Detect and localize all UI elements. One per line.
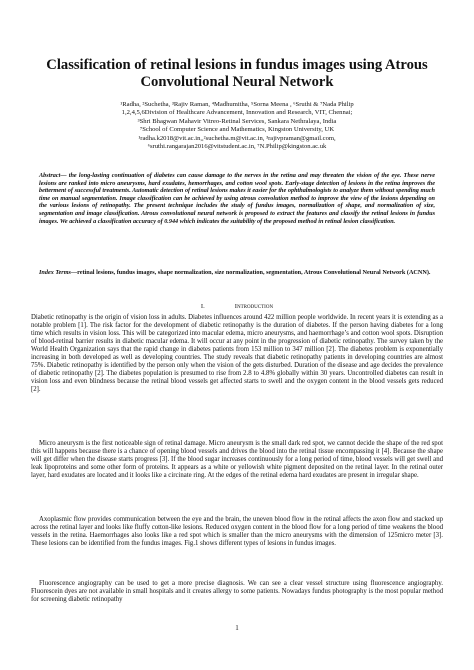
body-paragraph: Fluorescence angiography can be used to get a more precise diagnosis. We can see a clear vessel structure using fluorescence angiography. Fluorescein dyes are not available in small hospitals and it creates allergy to some patients. Nowadays fundus photography is the most popular method for screening diabetic retinopathy (31, 580, 443, 603)
index-terms-text: —retinal lesions, fundus images, shape normalization, size normalization, segmentation, Atrous Convolutional Neural Network (ACNN). (70, 269, 431, 276)
abstract: Abstract— the long-lasting continuation of diabetes can cause damage to the nerves in the retina and may threaten the vision of the eye. These nerve lesions are ranked into micro aneurysms, hard exudates, hemorrhages, and cotton wool spots. Early-stage detection of lesions in the retina improves the betterment of successful treatments. Automatic detection of retinal lesions makes it easier for the ophthalmologists to analyze them without spending much time on manual segmentation. Image classification can be achieved by using atrous convolution method to improve the view of the lesions depending on the various lesions of retinopathy. The present technique includes the study of fundus images, normalization of shape, and normalization of size, segmentation and image classification. Atrous convolutional neural network is proposed to extract the features and classify the retinal lesions in fundus images. We achieved a classification accuracy of 0.944 which indicates the suitability of the proposed method in retinal lesion classification. (39, 172, 435, 225)
author-emails-2: ⁶sruthi.rangarajan2016@vitstudent.ac.in, ⁷N.Philip@kingston.ac.uk (147, 143, 327, 151)
body-paragraph: Micro aneurysm is the first noticeable sign of retinal damage. Micro aneurysm is the small dark red spot, we cannot decide the shape of the red spot this will happens because there is a chance of opening blood vessels and drives the blood into the retinal tissue encompassing it [4]. Because the shape will get differ when the disease starts progress [3]. If the blood sugar increases continuously for a long period of time, blood vessels will get swell and leak lipoproteins and some other form of proteins. It appears as a white or yellowish white pigment deposited on the retinal layer. In the retinal outer layer, hard exudates are located and it looks like a circinate ring. At the edges of the retinal edema hard exudates are present in irregular shape. (31, 440, 443, 479)
page-number: 1 (235, 624, 239, 632)
body-paragraph: Diabetic retinopathy is the origin of vision loss in adults. Diabetes influences around 422 million people worldwide. In recent years it is extending as a notable problem [1]. The risk factor for the development of diabetic retinopathy is the duration of diabetes. If the person having diabetes for a long time which results in vision loss. This will be categorized into macular edema, micro aneurysms, and haemorrhage’s and cotton wool spots. Disruption of blood-retinal barrier results in diabetic macular edema. It will occur at any point in the progression of diabetic retinopathy. The survey taken by the World Health Organization says that the rapid change in diabetes patients from 153 million to 347 million [2]. The diabetes problem is exponentially increasing in both developed as well as developing countries. The study reveals that diabetic retinopathy patients in developing countries are almost 75%. Diabetic retinopathy is identified by the person only when the vision of the gets disturbed. Duration of the disease and age decides the prevalence of diabetic retinopathy [2]. The diabetes population is presumed to rise from 2.8 to 4.8% globally within 30 years. Uncontrolled diabetes can result in vision loss and even blindness because the retinal blood vessels get affected starts to swell and the oxygen content in the blood vessels gets reduced [2]. (31, 314, 443, 393)
section-title: Introduction (234, 303, 274, 310)
paper-title: Classification of retinal lesions in fundus images using Atrous Convolutional Neural Network (46, 57, 428, 90)
section-number: I. (200, 303, 205, 310)
author-emails-1: ¹radha.k2018@vit.ac.in,,²suchetha.m@vit.ac.in, ³rajivpraman@gmail.com, (138, 134, 336, 142)
index-terms (39, 269, 435, 277)
author-names: ¹Radha, ²Suchetha, ³Rajiv Raman, ⁴Madhumitha, ⁵Sorna Meena , ⁶Sruthi & ⁷Nada Philip (120, 101, 354, 108)
affiliation-kingston: ⁷School of Computer Science and Mathematics, Kingston University, UK (139, 126, 335, 134)
index-terms-lead: Index Terms (39, 269, 71, 276)
affiliation-sankara: ³Shri Bhagwan Mahavir Vitreo-Retinal Services, Sankara Nethralaya, India (137, 117, 337, 125)
body-paragraph: Axoplasmic flow provides communication between the eye and the brain, the uneven blood flow in the retinal affects the axon flow and stacked up across the retinal layer and looks like fluffy cotton-like lesions. Reduced oxygen content in the blood flow for a long period of time weakens the blood vessels in the retina. Haemorrhages also looks like a red spot which is smaller than the micro aneurysms with the dimension of 125micro meter [3]. These lesions can be identified from the fundus images. Fig.1 shows different types of lesions in fundus images. (31, 516, 443, 547)
author-block (31, 101, 443, 151)
affiliation-vit: 1,2,4,5,6Division of Healthcare Advancement, Innovation and Research, VIT, Chennai; (121, 109, 353, 117)
section-heading-introduction (31, 303, 443, 311)
